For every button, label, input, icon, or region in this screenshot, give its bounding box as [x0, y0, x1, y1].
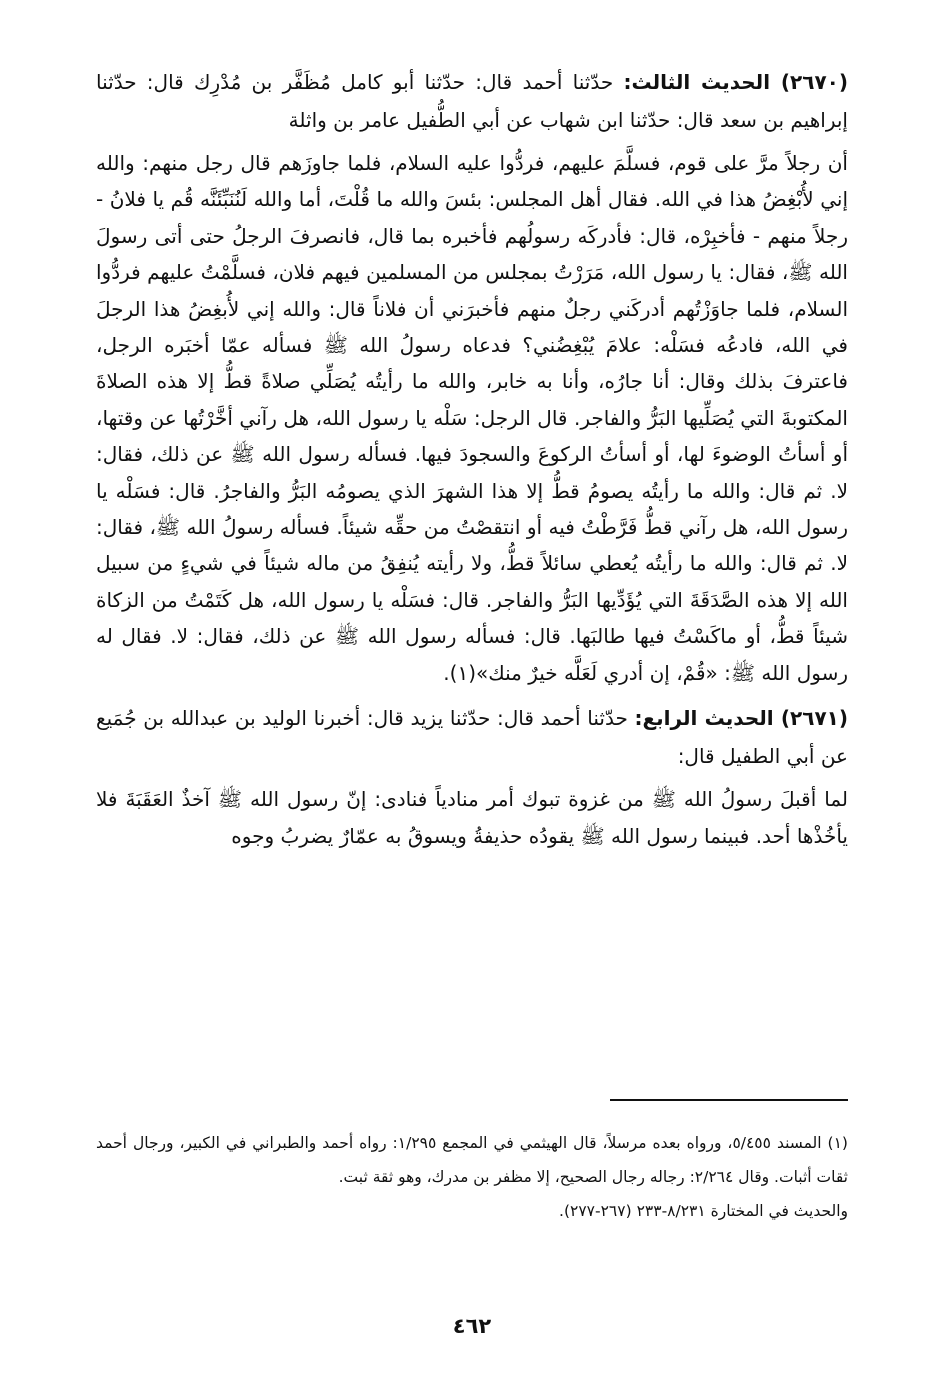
- hadith-2671-text: لما أقبلَ رسولُ الله ﷺ من غزوة تبوك أمر منادياً فنادى: إنّ رسول الله ﷺ آخذٌ العَقَبَةَ فلا يأخُذْها أحد. فبينما رسول الله ﷺ يقودُه حذيفةُ ويسوقُ به عمّارٌ يضربُ وجوه: [96, 787, 848, 848]
- hadith-2671-heading: [96, 699, 848, 775]
- hadith-2671-chain: حدّثنا أحمد قال: حدّثنا يزيد قال: أخبرنا الوليد بن عبدالله بن جُمَيع عن أبي الطفيل قال:: [96, 706, 848, 769]
- hadith-2670-heading: [96, 63, 848, 139]
- footnote-1: (١) المسند ٥/٤٥٥، ورواه بعده مرسلاً، قال الهيثمي في المجمع ١/٢٩٥: رواه أحمد والطبراني في الكبير، ورجال أحمد ثقات أثبات. وقال ٢/٢٦٤: رجاله رجال الصحيح، إلا مظفر بن مدرك، وهو ثقة ثبت.: [96, 1134, 848, 1186]
- hadith-2670-chain: حدّثنا أحمد قال: حدّثنا أبو كامل مُظَفَّر بن مُدْرِك قال: حدّثنا إبراهيم بن سعد قال: حدّثنا ابن شهاب عن أبي الطُّفيل عامر بن واثلة: [96, 70, 848, 132]
- page-number: ٤٦٢: [452, 1314, 492, 1338]
- hadith-2670-text: أن رجلاً مرَّ على قوم، فسلَّمَ عليهم، فردُّوا عليه السلام، فلما جاوزَهم قال رجل منهم: والله إني لأُبْغِضُ هذا في الله. فقال أهل المجلس: بئسَ والله ما قُلْتَ، أما والله لَنُنَبِّئَنَّه قُم يا فلانُ - رجلاً منهم - فأخبِرْه، قال: فأدركَه رسولُهم فأخبره بما قال، فانصرفَ الرجلُ حتى أتى رسولَ الله ﷺ، فقال: يا رسول الله، مَرَرْتُ بمجلس من المسلمين فيهم فلان، فسلَّمْتُ عليهم فردُّوا السلام، فلما جاوَزْتُهم أدركَني رجلٌ منهم فأخبرَني أن فلاناً قال: والله إني لأُبغِضُ هذا الرجلَ في الله، فادعُه فسَلْه: علامَ يُبْغِضُني؟ فدعاه رسولُ الله ﷺ فسأله عمّا أخبَره الرجل، فاعترفَ بذلك وقال: أنا جارُه، وأنا به خابر، والله ما رأيتُه يُصَلِّي صلاةً قطُّ إلا هذه الصلاةَ المكتوبةَ التي يُصَلِّيها البَرُّ والفاجر. قال الرجل: سَلْه يا رسول الله، هل رآني أخَّرْتُها عن وقتها، أو أسأتُ الوضوءَ لها، أو أسأتُ الركوعَ والسجودَ فيها. فسأله رسول الله ﷺ عن ذلك، فقال: لا. ثم قال: والله ما رأيتُه يصومُ قطُّ إلا هذا الشهرَ الذي يصومُه البَرُّ والفاجرُ. قال: فسَلْه يا رسول الله، هل رآني قطُّ فَرَّطْتُ فيه أو انتقصْتُ من حقِّه شيئاً. فسأله رسولُ الله ﷺ، فقال: لا. ثم قال: والله ما رأيتُه يُعطي سائلاً قطُّ، ولا رأيته يُنفِقُ من ماله شيئاً في شيءٍ من سبيل الله إلا هذه الصَّدَقَةَ التي يُؤَدِّيها البَرُّ والفاجر. قال: فسَلْه يا رسول الله، هل كَتَمْتُ من الزكاة شيئاً قطُّ، أو ماكَسْتُ فيها طالبَها. قال: فسأله رسول الله ﷺ عن ذلك، فقال: لا. فقال له رسول الله ﷺ: «قُمْ، إن أدري لَعَلَّه خيرٌ منك»(١).: [96, 151, 848, 685]
- hadith-2670-label: (٢٦٧٠) الحديث الثالث:: [623, 70, 848, 94]
- footnote-separator: [610, 1099, 848, 1101]
- footnotes: [96, 1126, 848, 1228]
- page-body: [96, 63, 848, 862]
- footnote-1-continued: والحديث في المختارة ٨/٢٣١-٢٣٣ (٢٦٧-٢٧٧).: [559, 1202, 848, 1220]
- hadith-2671-label: (٢٦٧١) الحديث الرابع:: [634, 706, 848, 731]
